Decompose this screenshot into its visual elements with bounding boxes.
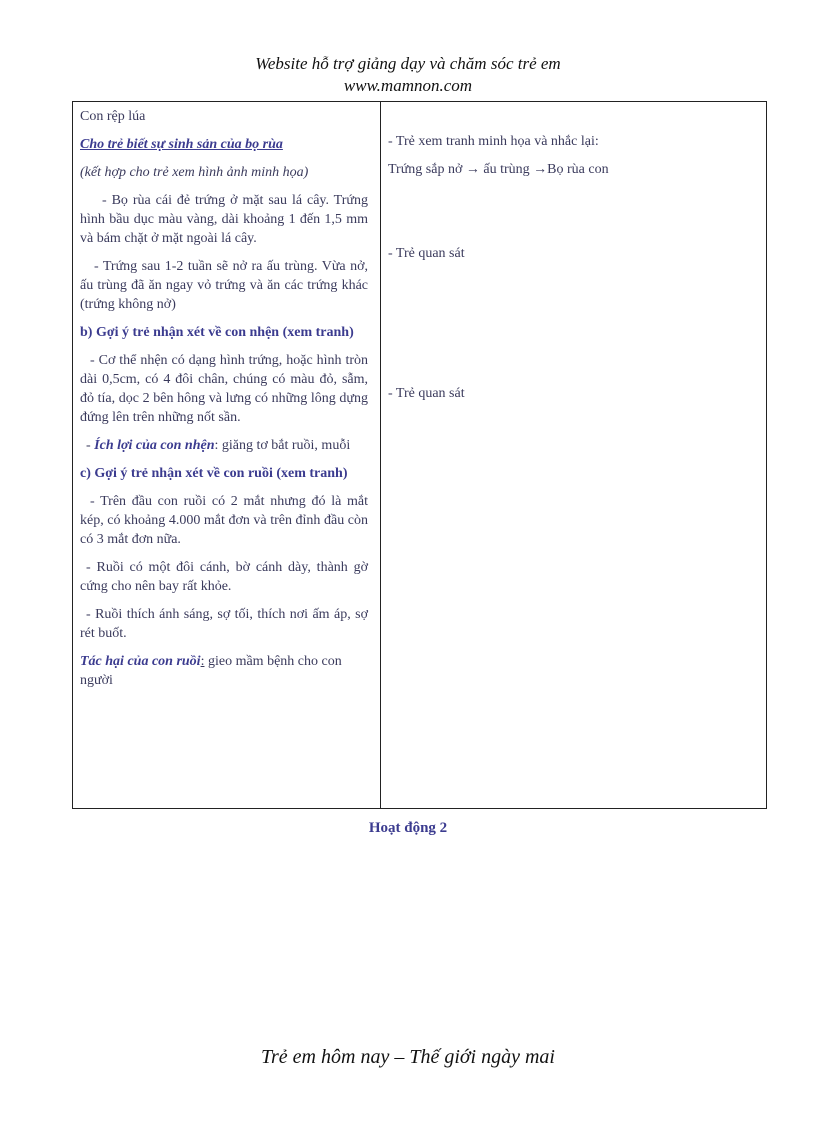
paragraph-ruoi-habits: - Ruồi thích ánh sáng, sợ tối, thích nơi ấm áp, sợ rét buốt. <box>80 607 368 641</box>
text-observe-2: - Trẻ quan sát <box>388 386 465 401</box>
text-view-illustration: - Trẻ xem tranh minh họa và nhắc lại: <box>388 134 599 149</box>
teacher-activity-column <box>80 107 368 699</box>
dash: - <box>86 438 95 453</box>
column-divider <box>380 102 381 808</box>
heading-bo-rua: Cho trẻ biết sự sinh sản của bọ rùa <box>80 137 283 152</box>
heading-con-ruoi: c) Gợi ý trẻ nhận xét về con ruồi (xem tranh) <box>80 466 348 481</box>
heading-con-nhen: b) Gợi ý trẻ nhận xét về con nhện (xem tranh) <box>80 325 354 340</box>
paragraph-bo-rua-larva: - Trứng sau 1-2 tuần sẽ nở ra ấu trùng. Vừa nở, ấu trùng đã ăn ngay vỏ trứng và ăn các trứng khác (trứng không nở) <box>80 259 368 312</box>
label-tac-hai: Tác hại của con ruồi <box>80 654 201 669</box>
text-lifecycle: Trứng sắp nở → ấu trùng →Bọ rùa con <box>388 162 609 177</box>
label-ich-loi: Ích lợi của con nhện <box>94 438 215 453</box>
paragraph-nhen-benefit <box>80 436 368 455</box>
header-website-title: Website hỗ trợ giảng dạy và chăm sóc trẻ em <box>255 54 561 73</box>
text-ich-loi: : giăng tơ bắt ruồi, muỗi <box>214 438 351 453</box>
lesson-table <box>72 101 767 809</box>
paragraph-ruoi-harm <box>80 652 368 690</box>
colon: : <box>200 654 205 669</box>
paragraph-nhen-body: - Cơ thể nhện có dạng hình trứng, hoặc hình tròn dài 0,5cm, có 4 đôi chân, chúng có màu đỏ, sẫm, đỏ tía, dọc 2 bên hông và lưng có những lông dựng đứng lên trên những nốt sần. <box>80 353 368 425</box>
text-tac-hai: gieo mầm bệnh cho con người <box>80 654 342 688</box>
section-title: Hoạt động 2 <box>368 820 448 836</box>
text-con-rep-lua: Con rệp lúa <box>80 109 146 124</box>
header-website-url: www.mamnon.com <box>343 76 473 95</box>
page-footer: Trẻ em hôm nay – Thế giới ngày mai <box>261 1046 555 1068</box>
paragraph-ruoi-eyes: - Trên đầu con ruồi có 2 mắt nhưng đó là mắt kép, có khoảng 4.000 mắt đơn và trên đỉnh đầu còn có 3 mắt đơn nữa. <box>80 494 368 547</box>
paragraph-bo-rua-eggs: - Bọ rùa cái đẻ trứng ở mặt sau lá cây. Trứng hình bầu dục màu vàng, dài khoảng 1 đến 1,5 mm và bám chặt ở mặt ngoài lá cây. <box>80 193 368 246</box>
note-illustration: (kết hợp cho trẻ xem hình ảnh minh họa) <box>80 165 309 180</box>
paragraph-ruoi-wings: - Ruồi có một đôi cánh, bờ cánh dày, thành gờ cứng cho nên bay rất khỏe. <box>80 560 368 594</box>
text-observe-1: - Trẻ quan sát <box>388 246 465 261</box>
